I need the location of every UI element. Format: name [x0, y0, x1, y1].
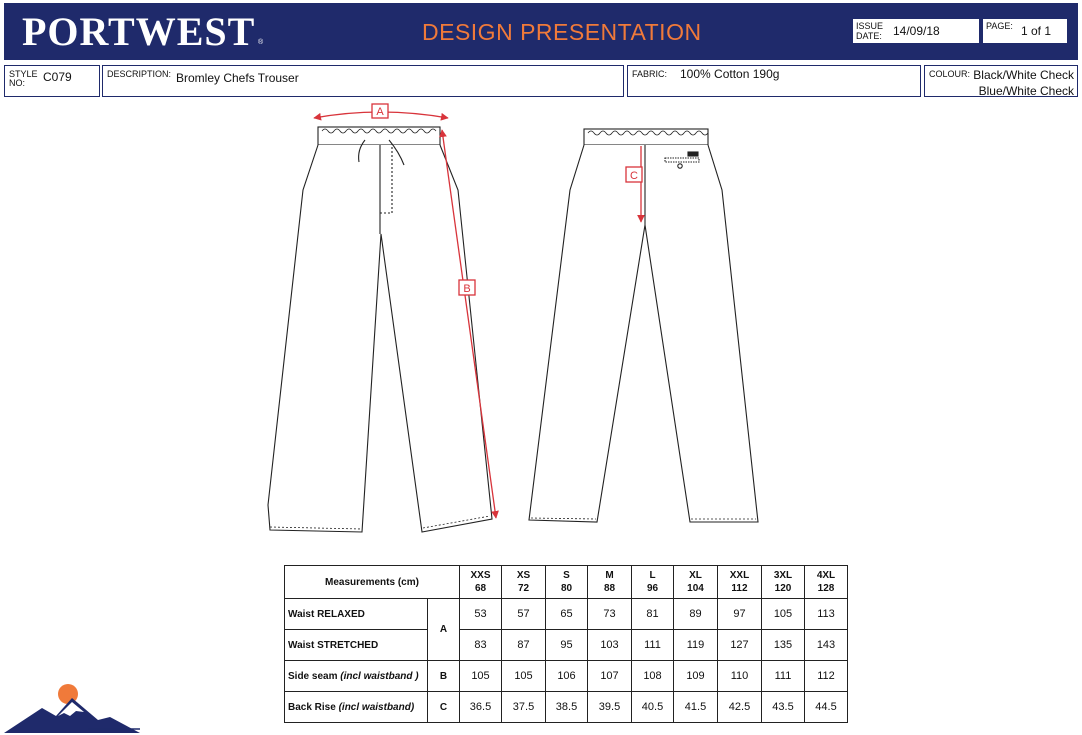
size-header-xxs	[460, 566, 502, 599]
table-cell: 105	[460, 661, 502, 692]
row-label	[285, 599, 428, 630]
row-label-text: Waist RELAXED	[288, 608, 365, 620]
size-header-3xl	[762, 566, 805, 599]
table-row	[285, 692, 848, 723]
size-waist-label: 96	[646, 583, 659, 594]
table-cell: 36.5	[460, 692, 502, 723]
table-row	[285, 661, 848, 692]
measure-code: A	[428, 599, 460, 661]
marker-b-label: B	[463, 283, 471, 295]
style-label-line2: NO:	[9, 78, 26, 88]
table-cell: 143	[805, 630, 848, 661]
table-cell: 37.5	[502, 692, 546, 723]
size-label: M	[605, 570, 614, 581]
row-label	[285, 692, 428, 723]
table-cell: 111	[632, 630, 674, 661]
fabric-label: FABRIC:	[632, 69, 668, 79]
size-waist-label: 112	[731, 583, 748, 594]
size-header-4xl	[805, 566, 848, 599]
size-label: 3XL	[773, 570, 793, 581]
table-cell: 53	[460, 599, 502, 630]
table-cell: 103	[588, 630, 632, 661]
table-cell: 87	[502, 630, 546, 661]
table-cell: 73	[588, 599, 632, 630]
size-label: XXL	[729, 570, 750, 581]
measurements-table	[284, 565, 848, 723]
table-cell: 106	[546, 661, 588, 692]
table-header-row	[285, 566, 848, 599]
issue-date-value: 14/09/18	[893, 24, 940, 38]
table-cell: 41.5	[674, 692, 718, 723]
size-waist-label: 88	[603, 583, 616, 594]
issue-label-line2: DATE:	[856, 31, 882, 41]
table-cell: 109	[674, 661, 718, 692]
style-label-line1: STYLE	[9, 69, 38, 79]
table-cell: 112	[805, 661, 848, 692]
table-cell: 119	[674, 630, 718, 661]
size-header-s	[546, 566, 588, 599]
marker-c-label: C	[630, 170, 638, 182]
size-waist-label: 72	[517, 583, 530, 594]
size-label: S	[563, 570, 570, 581]
colour-label: COLOUR:	[929, 69, 971, 79]
table-cell: 57	[502, 599, 546, 630]
table-row	[285, 599, 848, 630]
table-cell: 89	[674, 599, 718, 630]
colour-value-2: Blue/White Check	[978, 84, 1074, 98]
row-label-text: Back Rise	[288, 701, 339, 713]
description-label: DESCRIPTION:	[107, 69, 172, 79]
colour-value-1: Black/White Check	[973, 68, 1074, 82]
size-waist-label: 120	[774, 583, 792, 594]
table-cell: 110	[718, 661, 762, 692]
table-cell: 107	[588, 661, 632, 692]
table-cell: 105	[762, 599, 805, 630]
row-label-note: (incl waistband )	[340, 670, 419, 682]
marker-a-label: A	[376, 106, 384, 118]
size-label: XL	[689, 570, 702, 581]
table-cell: 81	[632, 599, 674, 630]
table-row	[285, 630, 848, 661]
document-title: DESIGN PRESENTATION	[422, 19, 702, 45]
table-cell: 97	[718, 599, 762, 630]
style-number-value: C079	[43, 70, 72, 84]
size-label: L	[649, 570, 656, 581]
table-cell: 40.5	[632, 692, 674, 723]
fabric-value: 100% Cotton 190g	[680, 67, 780, 81]
row-label-text: Side seam	[288, 670, 341, 682]
size-label: XXS	[470, 570, 491, 581]
back-pocket-tab	[688, 152, 698, 156]
size-header-m	[588, 566, 632, 599]
table-cell: 39.5	[588, 692, 632, 723]
description-value: Bromley Chefs Trouser	[176, 71, 299, 85]
table-cell: 43.5	[762, 692, 805, 723]
row-label-note: (incl waistband)	[338, 701, 415, 713]
table-cell: 95	[546, 630, 588, 661]
issue-label-line1: ISSUE	[856, 21, 884, 31]
table-cell: 44.5	[805, 692, 848, 723]
page-value: 1 of 1	[1021, 24, 1052, 38]
row-label-text: Waist STRETCHED	[288, 639, 379, 651]
size-header-xs	[502, 566, 546, 599]
measure-code: C	[428, 692, 460, 723]
table-cell: 65	[546, 599, 588, 630]
table-cell: 127	[718, 630, 762, 661]
row-label	[285, 630, 428, 661]
table-cell: 83	[460, 630, 502, 661]
table-cell: 135	[762, 630, 805, 661]
page-label: PAGE:	[986, 21, 1013, 31]
size-header-l	[632, 566, 674, 599]
table-cell: 111	[762, 661, 805, 692]
front-waistband	[318, 127, 440, 145]
brand-logo-text: PORTWEST	[22, 9, 256, 54]
size-waist-label: 128	[817, 583, 835, 594]
front-view-sketch	[268, 127, 492, 532]
size-waist-label: 68	[474, 583, 487, 594]
back-trouser-outline	[529, 145, 758, 522]
size-label: XS	[516, 570, 531, 581]
registered-mark: ®	[258, 39, 264, 46]
size-label: 4XL	[816, 570, 836, 581]
size-header-xxl	[718, 566, 762, 599]
measurements-header: Measurements (cm)	[285, 566, 460, 599]
table-cell: 105	[502, 661, 546, 692]
portwest-mountain-logo	[4, 684, 140, 733]
back-view-sketch	[529, 129, 758, 522]
table-cell: 108	[632, 661, 674, 692]
size-waist-label: 80	[560, 583, 573, 594]
size-waist-label: 104	[687, 583, 704, 594]
table-cell: 42.5	[718, 692, 762, 723]
size-header-xl	[674, 566, 718, 599]
measure-code: B	[428, 661, 460, 692]
table-cell: 113	[805, 599, 848, 630]
row-label	[285, 661, 428, 692]
table-cell: 38.5	[546, 692, 588, 723]
